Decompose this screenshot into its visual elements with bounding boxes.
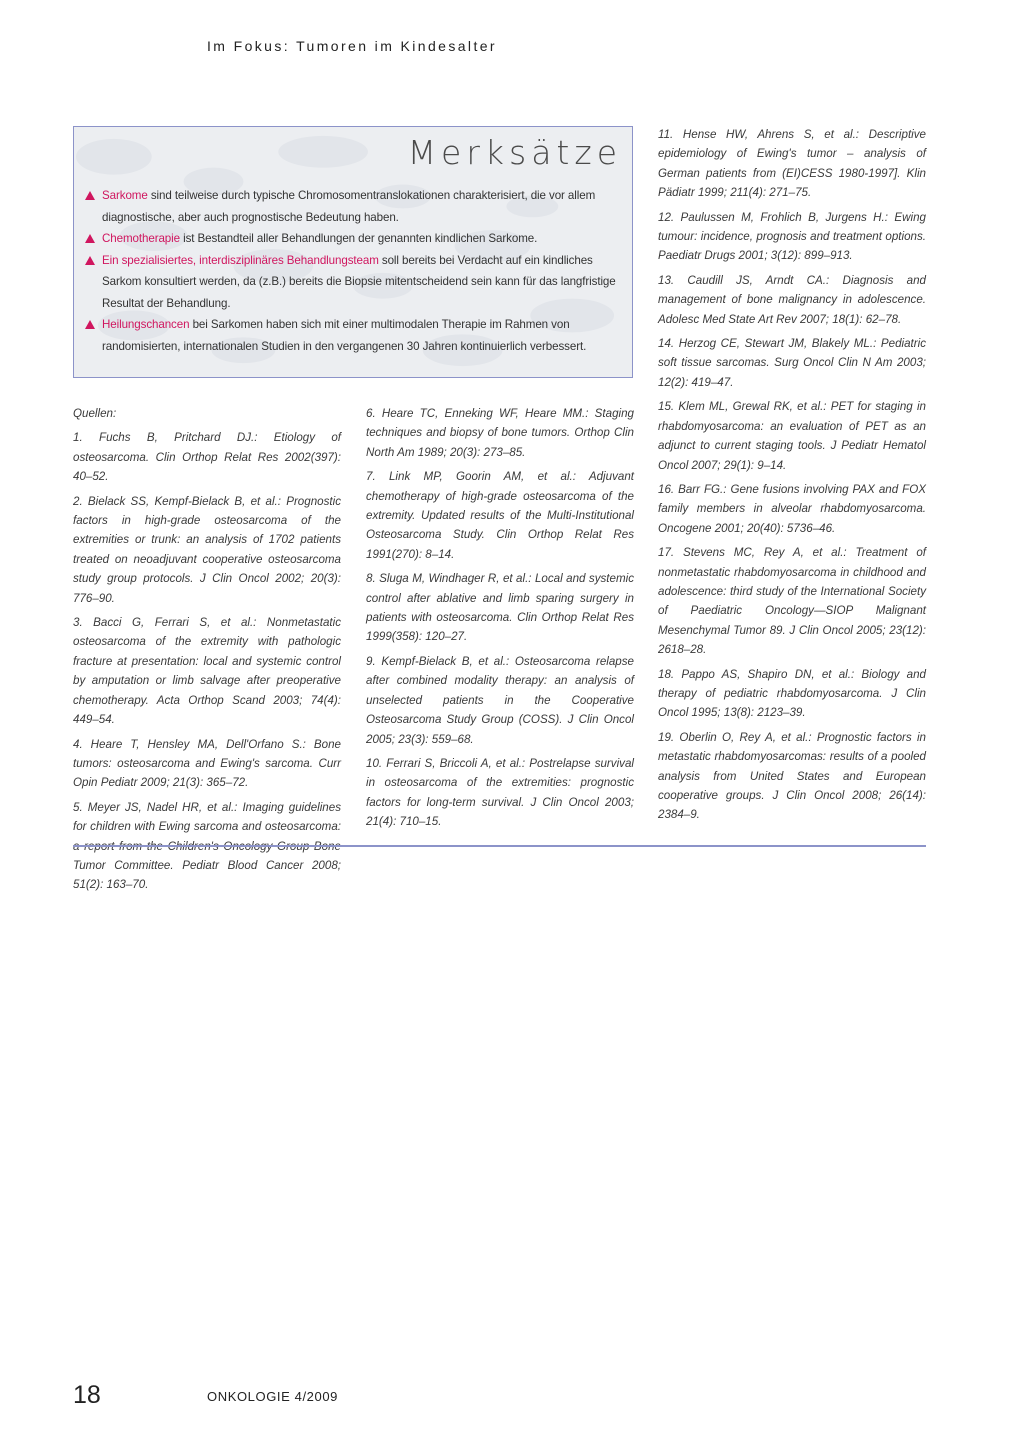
divider bbox=[73, 845, 926, 847]
journal-name: ONKOLOGIE 4/2009 bbox=[207, 1389, 338, 1404]
list-item bbox=[82, 314, 622, 357]
reference-item: 9. Kempf-Bielack B, et al.: Osteosarcoma relapse after combined modality therapy: an analysis of unselected patients in the Cooperative Osteosarcoma Study Group (COSS). J Clin Oncol 2005; 23(3): 559–68. bbox=[366, 654, 634, 746]
reference-item: 7. Link MP, Goorin AM, et al.: Adjuvant chemotherapy of high-grade osteosarcoma of the extremity. Updated results of the Multi-Institutional Osteosarcoma Study. Clin Orthop Relat Res 1991(270): 8–14. bbox=[366, 470, 634, 561]
reference-item: 18. Pappo AS, Shapiro DN, et al.: Biology and therapy of pediatric rhabdomyosarcoma. J Clin Oncol 1995; 13(8): 2123–39. bbox=[658, 667, 926, 720]
reference-item: 8. Sluga M, Windhager R, et al.: Local and systemic control after ablative and limb sparing surgery in patients with osteosarcoma. Clin Orthop Relat Res 1999(358): 120–27. bbox=[366, 572, 634, 644]
reference-item: 6. Heare TC, Enneking WF, Heare MM.: Staging techniques and biopsy of bone tumors. Orthop Clin North Am 1989; 20(3): 273–85. bbox=[366, 407, 634, 459]
keyword: Chemotherapie bbox=[102, 232, 180, 245]
keyword: Ein spezialisiertes, interdisziplinäres Behandlungsteam bbox=[102, 253, 379, 267]
reference-item: 15. Klem ML, Grewal RK, et al.: PET for staging in rhabdomyosarcoma: an evaluation of PET as an adjunct to current staging tools. J Pediatr Hematol Oncol 2007; 29(1): 9–14. bbox=[658, 400, 926, 472]
reference-item: 19. Oberlin O, Rey A, et al.: Prognostic factors in metastatic rhabdomyosarcomas: results of a pooled analysis from United States and European cooperative groups. J Clin Oncol 2008; 26(14): 2384–9. bbox=[658, 730, 926, 822]
key-points-list bbox=[82, 185, 622, 357]
item-text: sind teilweise durch typische Chromosomentranslokationen charakterisiert, die vor allem diagnostische, aber auch prognostische Bedeutung haben. bbox=[102, 189, 596, 224]
reference-item: 3. Bacci G, Ferrari S, et al.: Nonmetastatic osteosarcoma of the extremity with pathologic fracture at presentation: local and systemic control by amputation or limb salvage after preoperative chemotherapy. Acta Orthop Scand 2003; 74(4): 449–54. bbox=[73, 616, 341, 727]
reference-item: 2. Bielack SS, Kempf-Bielack B, et al.: Prognostic factors in high-grade osteosarcoma of the extremities or trunk: an analysis of 1702 patients treated on neoadjuvant cooperative osteosarcoma study group protocols. J Clin Oncol 2002; 20(3): 776–90. bbox=[73, 494, 341, 605]
reference-item: 12. Paulussen M, Frohlich B, Jurgens H.: Ewing tumour: incidence, prognosis and treatment options. Paediatr Drugs 2001; 3(12): 899–913. bbox=[658, 210, 926, 263]
reference-item: 4. Heare T, Hensley MA, Dell'Orfano S.: Bone tumors: osteosarcoma and Ewing's sarcoma. Curr Opin Pediatr 2009; 21(3): 365–72. bbox=[73, 737, 341, 790]
box-title: Merksätze bbox=[407, 133, 622, 172]
triangle-bullet-icon bbox=[85, 320, 95, 329]
references-label: Quellen: bbox=[73, 407, 117, 420]
reference-item: 1. Fuchs B, Pritchard DJ.: Etiology of osteosarcoma. Clin Orthop Relat Res 2002(397): 40–52. bbox=[73, 431, 341, 484]
page-number: 18 bbox=[73, 1381, 101, 1409]
triangle-bullet-icon bbox=[85, 191, 95, 200]
references-column-2 bbox=[366, 404, 634, 837]
reference-item: 17. Stevens MC, Rey A, et al.: Treatment of nonmetastatic rhabdomyosarcoma in childhood and adolescence: third study of the International Society of Paediatric Oncology—SIOP Malignant Mesenchymal Tumor 89. J Clin Oncol 2005; 23(12): 2618–28. bbox=[658, 546, 926, 657]
item-text: soll bereits bei Verdacht auf ein kindliches Sarkom konsultiert werden, da (z.B.) bereits die Biopsie mitentscheidend sein kann für das langfristige Resultat der Behandlung. bbox=[102, 253, 616, 310]
keyword: Sarkome bbox=[102, 189, 148, 202]
reference-item: 16. Barr FG.: Gene fusions involving PAX and FOX family members in alveolar rhabdomyosarcoma. Oncogene 2001; 20(40): 5736–46. bbox=[658, 482, 926, 535]
reference-item: 11. Hense HW, Ahrens S, et al.: Descriptive epidemiology of Ewing's tumor – analysis of German patients from (EI)CESS 1980-1997]. Klin Pädiatr 1999; 211(4): 271–75. bbox=[658, 128, 926, 200]
item-text: bei Sarkomen haben sich mit einer multimodalen Therapie im Rahmen von randomisierten, internationalen Studien in den vergangenen 30 Jahren kontinuierlich verbessert. bbox=[102, 318, 587, 353]
references-column-1 bbox=[73, 404, 341, 900]
references-column-3 bbox=[658, 125, 926, 830]
running-title: Im Fokus: Tumoren im Kindesalter bbox=[207, 38, 497, 54]
reference-item: 5. Meyer JS, Nadel HR, et al.: Imaging guidelines for children with Ewing sarcoma and osteosarcoma: a report from the Children's Oncology Group Bone Tumor Committee. Pediatr Blood Cancer 2008; 51(2): 163–70. bbox=[73, 800, 341, 892]
list-item bbox=[82, 228, 622, 250]
triangle-bullet-icon bbox=[85, 256, 95, 265]
keyword: Heilungschancen bbox=[102, 318, 190, 331]
item-text: ist Bestandteil aller Behandlungen der genannten kindlichen Sarkome. bbox=[179, 232, 538, 245]
reference-item: 14. Herzog CE, Stewart JM, Blakely ML.: Pediatric soft tissue sarcomas. Surg Oncol Clin N Am 2003; 12(2): 419–47. bbox=[658, 337, 926, 389]
reference-item: 10. Ferrari S, Briccoli A, et al.: Postrelapse survival in osteosarcoma of the extremities: prognostic factors for long-term survival. J Clin Oncol 2003; 21(4): 710–15. bbox=[366, 756, 634, 829]
list-item bbox=[82, 250, 622, 315]
list-item bbox=[82, 185, 622, 228]
merksaetze-box bbox=[73, 126, 633, 378]
triangle-bullet-icon bbox=[85, 234, 95, 243]
reference-item: 13. Caudill JS, Arndt CA.: Diagnosis and management of bone malignancy in adolescence. Adolesc Med State Art Rev 2007; 18(1): 62–78. bbox=[658, 273, 926, 326]
